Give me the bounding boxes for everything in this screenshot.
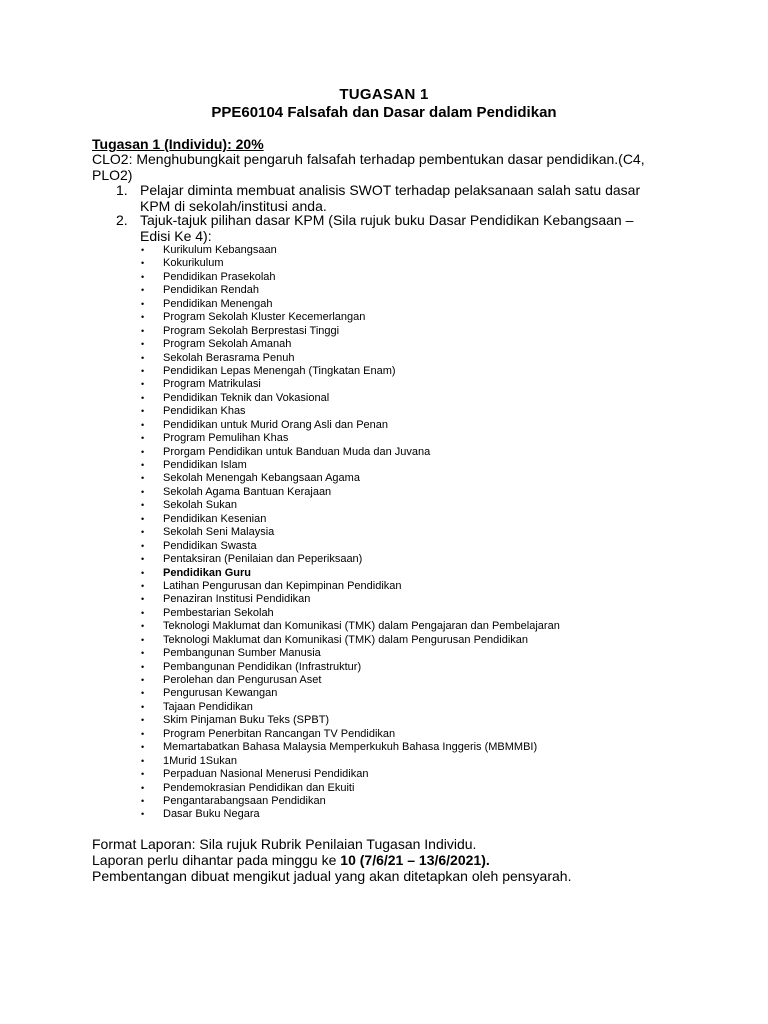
policy-item xyxy=(0,634,768,647)
bullet-icon: • xyxy=(141,795,145,806)
policy-label: Perpaduan Nasional Menerusi Pendidikan xyxy=(163,768,369,781)
policy-label: Teknologi Maklumat dan Komunikasi (TMK) dalam Pengurusan Pendidikan xyxy=(163,633,529,646)
policy-item xyxy=(0,647,768,660)
bullet-icon: • xyxy=(141,271,145,282)
policy-label: Sekolah Agama Bantuan Kerajaan xyxy=(163,485,332,498)
policy-label: Pendemokrasian Pendidikan dan Ekuiti xyxy=(163,781,355,794)
policy-item xyxy=(0,472,768,485)
policy-label: Kokurikulum xyxy=(163,257,224,270)
bullet-icon: • xyxy=(141,500,145,511)
bullet-icon: • xyxy=(141,607,145,618)
item-number: 2. xyxy=(116,212,128,228)
policy-label: Pendidikan Menengah xyxy=(163,297,273,310)
policy-item xyxy=(0,284,768,297)
policy-item xyxy=(0,620,768,633)
policy-label: Sekolah Menengah Kebangsaan Agama xyxy=(163,472,360,485)
bullet-icon: • xyxy=(141,419,145,430)
bullet-icon: • xyxy=(141,339,145,350)
policy-item xyxy=(0,405,768,418)
policy-label: Pendidikan Teknik dan Vokasional xyxy=(163,391,330,404)
policy-label: Program Sekolah Berprestasi Tinggi xyxy=(163,324,340,337)
policy-label: Pentaksiran (Penilaian dan Peperiksaan) xyxy=(163,553,363,566)
policy-label: Pengantarabangsaan Pendidikan xyxy=(163,794,326,807)
bullet-icon: • xyxy=(141,325,145,336)
policy-item xyxy=(0,795,768,808)
bullet-icon: • xyxy=(141,661,145,672)
policy-label: Pendidikan Guru xyxy=(163,566,252,579)
bullet-icon: • xyxy=(141,527,145,538)
submission-note xyxy=(92,852,692,868)
policy-item xyxy=(0,567,768,580)
footer-notes xyxy=(92,836,692,884)
bullet-icon: • xyxy=(141,809,145,820)
bullet-icon: • xyxy=(141,298,145,309)
bullet-icon: • xyxy=(141,594,145,605)
policy-label: Pendidikan Rendah xyxy=(163,284,260,297)
bullet-icon: • xyxy=(141,513,145,524)
policy-label: Pembangunan Pendidikan (Infrastruktur) xyxy=(163,660,362,673)
policy-item xyxy=(0,325,768,338)
bullet-icon: • xyxy=(141,688,145,699)
policy-label: Latihan Pengurusan dan Kepimpinan Pendidikan xyxy=(163,579,402,592)
policy-item xyxy=(0,459,768,472)
policy-item xyxy=(0,392,768,405)
policy-item xyxy=(0,782,768,795)
policy-item xyxy=(0,728,768,741)
bullet-icon: • xyxy=(141,285,145,296)
bullet-icon: • xyxy=(141,352,145,363)
document-subtitle: PPE60104 Falsafah dan Dasar dalam Pendidikan xyxy=(211,104,557,121)
policy-label: Pendidikan Islam xyxy=(163,459,247,471)
bullet-icon: • xyxy=(141,406,145,417)
policy-item xyxy=(0,432,768,445)
policy-label: Dasar Buku Negara xyxy=(163,808,260,821)
policy-label: Teknologi Maklumat dan Komunikasi (TMK) dalam Pengajaran dan Pembelajaran xyxy=(163,620,560,633)
policy-item xyxy=(0,446,768,459)
policy-label: Pembestarian Sekolah xyxy=(163,606,274,619)
policy-item xyxy=(0,365,768,378)
policy-label: Pendidikan Khas xyxy=(163,405,246,418)
policy-item xyxy=(0,741,768,754)
bullet-icon: • xyxy=(141,567,145,578)
bullet-icon: • xyxy=(141,486,145,497)
item-number: 1. xyxy=(116,182,128,198)
document-title: TUGASAN 1 xyxy=(339,86,429,103)
policy-label: 1Murid 1Sukan xyxy=(163,754,237,767)
bullet-icon: • xyxy=(141,554,145,565)
bullet-icon: • xyxy=(141,460,145,470)
bullet-icon: • xyxy=(141,728,145,739)
policy-label: Pendidikan Kesenian xyxy=(163,512,267,525)
policy-item xyxy=(0,378,768,391)
bullet-icon: • xyxy=(141,701,145,712)
bullet-icon: • xyxy=(141,312,145,323)
policy-label: Penaziran Institusi Pendidikan xyxy=(163,593,311,606)
policy-label: Program Sekolah Kluster Kecemerlangan xyxy=(163,311,366,324)
submission-prefix: Laporan perlu dihantar pada minggu ke xyxy=(92,852,341,868)
section-heading: Tugasan 1 (Individu): 20% xyxy=(92,136,264,152)
policy-item xyxy=(0,701,768,714)
bullet-icon: • xyxy=(141,621,145,632)
bullet-icon: • xyxy=(141,365,145,376)
submission-week: 10 (7/6/21 – 13/6/2021). xyxy=(340,852,490,868)
policy-label: Program Sekolah Amanah xyxy=(163,338,292,351)
bullet-icon: • xyxy=(141,580,145,591)
policy-label: Pendidikan Lepas Menengah (Tingkatan Enam) xyxy=(163,364,396,377)
policy-item xyxy=(0,352,768,365)
numbered-item-2 xyxy=(92,212,652,244)
bullet-icon: • xyxy=(141,473,145,484)
policy-label: Perolehan dan Pengurusan Aset xyxy=(163,674,322,686)
policy-item xyxy=(0,513,768,526)
bullet-icon: • xyxy=(141,392,145,403)
bullet-icon: • xyxy=(141,634,145,645)
bullet-icon: • xyxy=(141,715,145,726)
bullet-icon: • xyxy=(141,782,145,793)
bullet-icon: • xyxy=(141,769,145,780)
policy-label: Pengurusan Kewangan xyxy=(163,687,278,700)
bullet-icon: • xyxy=(141,245,145,255)
policy-item xyxy=(0,661,768,674)
policy-item xyxy=(0,755,768,768)
policy-label: Prorgam Pendidikan untuk Banduan Muda dan Juvana xyxy=(163,445,431,458)
policy-item xyxy=(0,593,768,606)
policy-label: Skim Pinjaman Buku Teks (SPBT) xyxy=(163,714,330,727)
policy-item xyxy=(0,486,768,499)
policy-label: Program Pemulihan Khas xyxy=(163,432,289,445)
policy-item xyxy=(0,540,768,553)
policy-list xyxy=(0,244,768,822)
policy-item xyxy=(0,257,768,270)
policy-label: Pendidikan Prasekolah xyxy=(163,270,276,283)
policy-item xyxy=(0,499,768,512)
item-text: Tajuk-tajuk pilihan dasar KPM (Sila rujuk buku Dasar Pendidikan Kebangsaan – Edisi Ke 4): xyxy=(140,212,634,244)
bullet-icon: • xyxy=(141,755,145,766)
bullet-icon: • xyxy=(141,675,145,685)
policy-item xyxy=(0,607,768,620)
policy-label: Program Penerbitan Rancangan TV Pendidikan xyxy=(163,727,396,740)
policy-label: Sekolah Sukan xyxy=(163,499,237,512)
policy-item xyxy=(0,338,768,351)
policy-item xyxy=(0,714,768,727)
clo-statement: CLO2: Menghubungkait pengaruh falsafah terhadap pembentukan dasar pendidikan.(C4, PLO2) xyxy=(92,151,645,183)
policy-label: Pendidikan Swasta xyxy=(163,539,257,552)
bullet-icon: • xyxy=(141,648,145,659)
policy-item xyxy=(0,553,768,566)
policy-label: Pendidikan untuk Murid Orang Asli dan Penan xyxy=(163,418,389,431)
policy-item xyxy=(0,808,768,821)
policy-label: Sekolah Berasrama Penuh xyxy=(163,351,295,364)
policy-label: Kurikulum Kebangsaan xyxy=(163,244,277,256)
policy-item xyxy=(0,419,768,432)
policy-item xyxy=(0,311,768,324)
policy-item xyxy=(0,271,768,284)
policy-label: Program Matrikulasi xyxy=(163,378,261,391)
bullet-icon: • xyxy=(141,379,145,390)
policy-item xyxy=(0,768,768,781)
bullet-icon: • xyxy=(141,433,145,444)
policy-item xyxy=(0,244,768,257)
policy-item xyxy=(0,674,768,687)
policy-label: Tajaan Pendidikan xyxy=(163,700,253,713)
policy-item xyxy=(0,526,768,539)
policy-label: Memartabatkan Bahasa Malaysia Memperkukuh Bahasa Inggeris (MBMMBI) xyxy=(163,741,538,754)
bullet-icon: • xyxy=(141,540,145,551)
numbered-item-1 xyxy=(92,182,652,214)
policy-label: Pembangunan Sumber Manusia xyxy=(163,647,321,660)
policy-item xyxy=(0,580,768,593)
bullet-icon: • xyxy=(141,742,145,753)
policy-label: Sekolah Seni Malaysia xyxy=(163,526,275,539)
presentation-note: Pembentangan dibuat mengikut jadual yang akan ditetapkan oleh pensyarah. xyxy=(92,868,572,884)
bullet-icon: • xyxy=(141,446,145,457)
policy-item xyxy=(0,298,768,311)
bullet-icon: • xyxy=(141,258,145,269)
report-format-note: Format Laporan: Sila rujuk Rubrik Penilaian Tugasan Individu. xyxy=(92,836,477,852)
policy-item xyxy=(0,687,768,700)
item-text: Pelajar diminta membuat analisis SWOT terhadap pelaksanaan salah satu dasar KPM di sekolah/institusi anda. xyxy=(140,182,641,214)
